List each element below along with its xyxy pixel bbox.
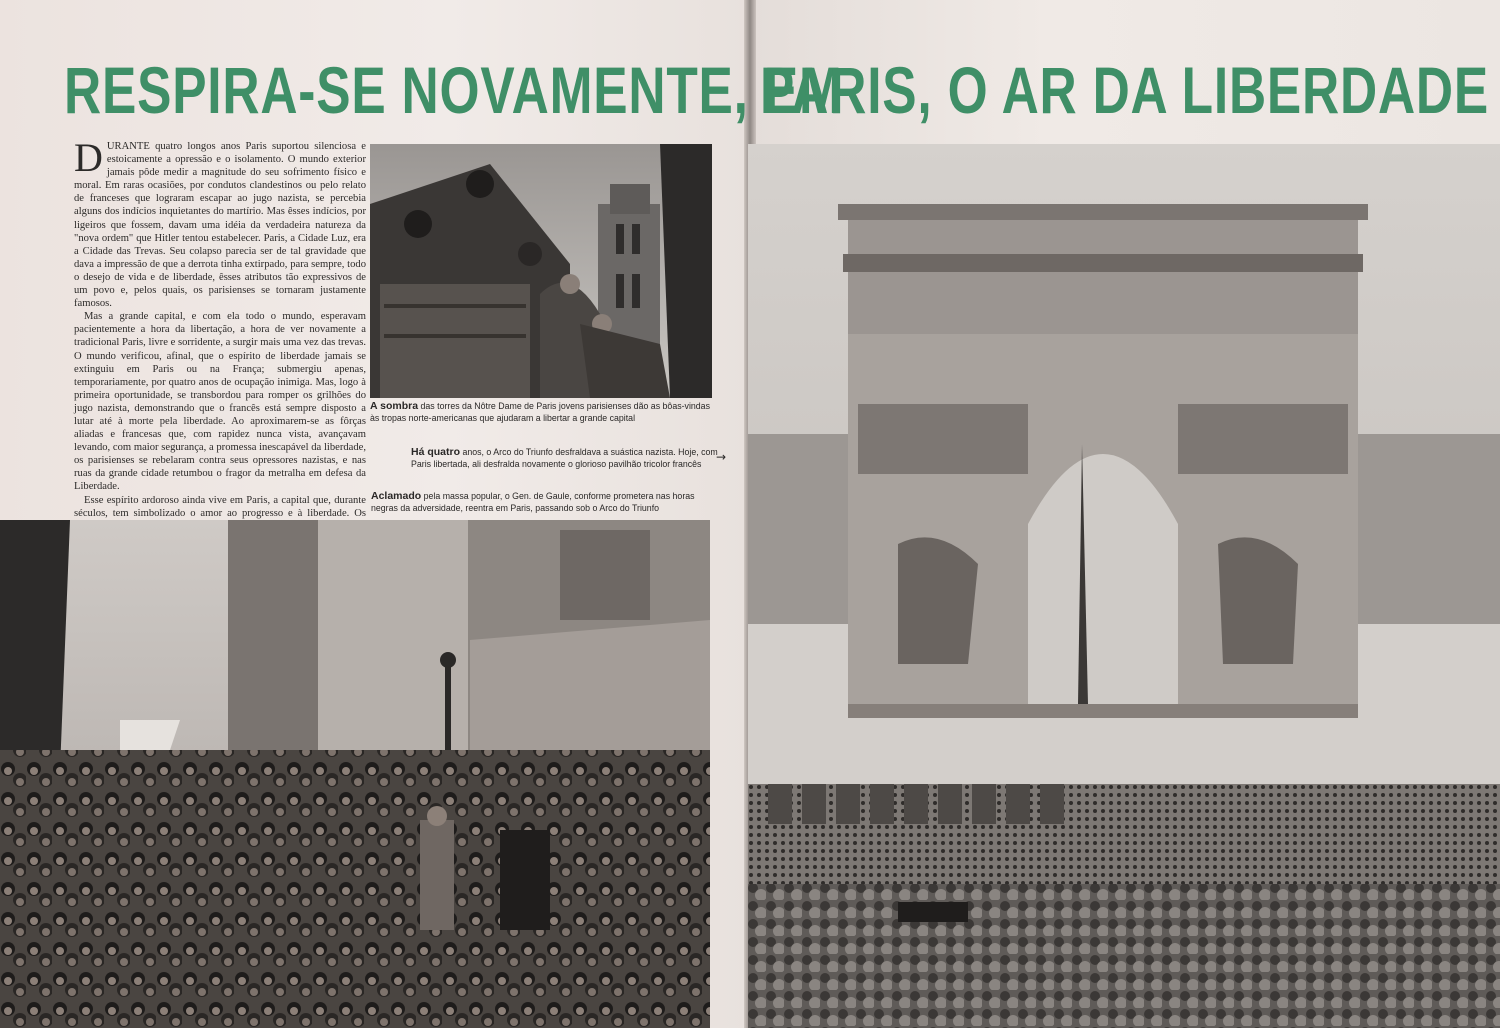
- article-body: [74, 135, 366, 533]
- caption-sombra: A sombra das torres da Nôtre Dame de Paris jovens parisienses dão as bôas-vindas às tropas norte-americanas que ajudaram a libertar a grande capital: [370, 400, 710, 423]
- caption-ha-quatro: Há quatro anos, o Arco do Triunfo desfraldava a suástica nazista. Hoje, com Paris libertada, ali desfralda novamente o glorioso pavilhão tricolor francês: [411, 446, 718, 469]
- photo-arc-de-triomphe: [748, 144, 1500, 1028]
- caption-aclamado: Aclamado pela massa popular, o Gen. de Gaule, conforme prometera nas horas negras da adversidade, reentra em Paris, passando sob o Arco do Triunfo: [371, 490, 695, 513]
- drop-cap: D: [74, 135, 103, 180]
- photo-notre-dame-troops: [370, 144, 712, 398]
- photo-de-gaulle-crowd: [0, 520, 710, 1028]
- article-paragraph-2: Mas a grande capital, e com ela todo o mundo, esperavam pacientemente a hora da libertação, a hora de ver novamente a tradicional Paris, livre e sorridente, a surgir mais uma vez das trevas. O mundo verificou, afinal, que o espírito de liberdade jamais se extinguiu em Paris ou na França; submergiu apenas, temporariamente, por quatro anos de ocupação inimiga. Mas, logo à primeira oportunidade, se transbordou para romper os grilhões do jugo nazista, demonstrando que o francês está sempre disposto a lutar até à morte pela liberdade. Ao aproximarem-se as fôrças aliadas e francesas que, com rapidez nunca vista, avançavam levando, com maior segurança, a promessa inescapável da liberdade, os parisienses se rebelaram contra seus opressores nazistas, e nas ruas da grande cidade retumbou o fragor da metralha em defesa da Liberdade.: [74, 311, 366, 493]
- article-paragraph-3: Esse espírito ardoroso ainda vive em Paris, a capital que, durante séculos, tem simbolizado o amor ao progresso e à liberdade. Os: [74, 494, 366, 519]
- article-paragraph-1: DURANTE quatro longos anos Paris suportou silenciosa e estoicamente a opressão e o isolamento. O mundo exterior jamais pôde medir a magnitude do seu sofrimento físico e moral. Em raras ocasiões, por condutos clandestinos ou pelo relato de franceses que lograram escapar ao jugo nazista, se percebia alguns dos indícios inquietantes do martírio. Mas êsses indícios, por ligeiros que fossem, davam uma idéia da verdadeira natureza da "nova ordem" que Hitler tentou estabelecer. Paris, a Cidade Luz, era a Cidade das Trevas. Seu colapso parecia ser de tal gravidade que dava a impressão de que a derrota tinha extirpado, para sempre, todo o desejo de vida e de liberdade, êsses atributos tão expressivos de um povo e, pelos quais, os parisienses se tornaram justamente famosos.: [74, 135, 366, 310]
- headline-left: RESPIRA-SE NOVAMENTE, EM: [64, 53, 843, 127]
- headline-right: PARIS, O AR DA LIBERDADE: [760, 53, 1489, 127]
- arrow-right-icon: →: [716, 450, 727, 464]
